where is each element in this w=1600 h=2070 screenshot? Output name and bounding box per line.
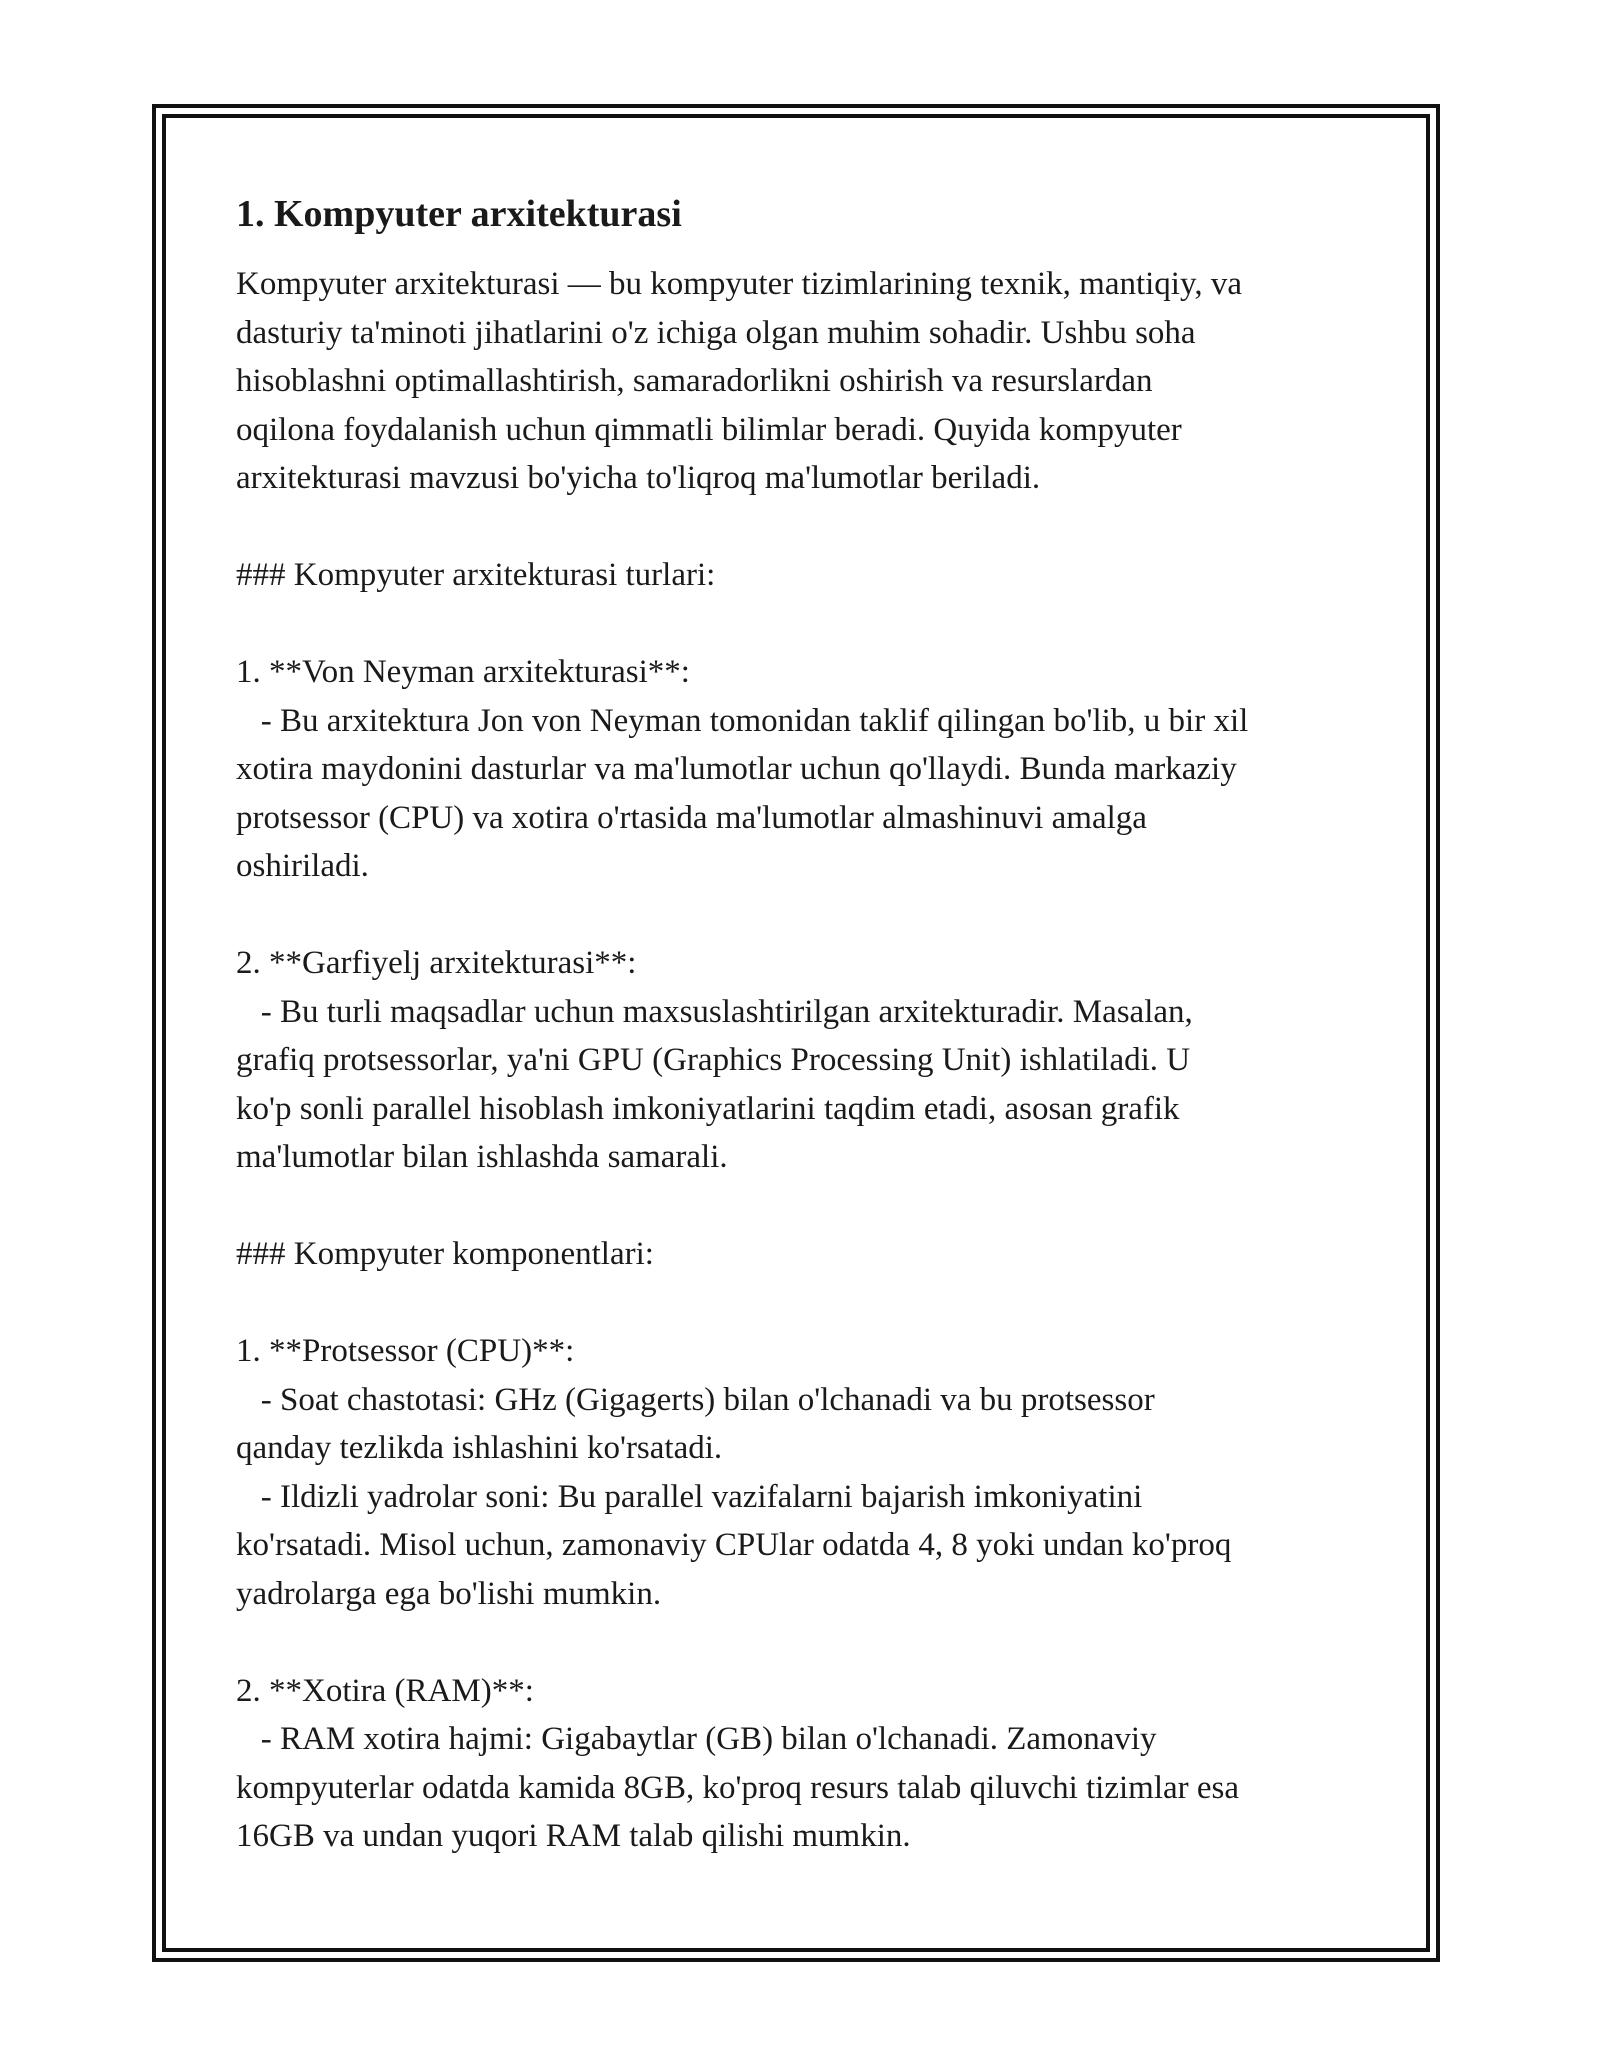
list-item-line: - Bu turli maqsadlar uchun maxsuslashtirilgan arxitekturadir. Masalan,: [236, 993, 1193, 1030]
list-item-line: qanday tezlikda ishlashini ko'rsatadi.: [236, 1430, 723, 1466]
intro-line: dasturiy ta'minoti jihatlarini o'z ichiga olgan muhim sohadir. Ushbu soha: [236, 314, 1196, 351]
list-item-line: 16GB va undan yuqori RAM talab qilishi mumkin.: [236, 1818, 911, 1854]
intro-line: hisoblashni optimallashtirish, samaradorlikni oshirish va resurslardan: [236, 363, 1153, 399]
intro-line: oqilona foydalanish uchun qimmatli bilimlar beradi. Quyida kompyuter: [236, 411, 1182, 448]
blank-line: [236, 1618, 1366, 1667]
list-item-line: protsessor (CPU) va xotira o'rtasida ma'lumotlar almashinuvi amalga: [236, 799, 1147, 836]
section-heading-components: ### Kompyuter komponentlari:: [236, 1236, 654, 1272]
list-item-cpu: [236, 1327, 1366, 1618]
list-item-line: kompyuterlar odatda kamida 8GB, ko'proq resurs talab qiluvchi tizimlar esa: [236, 1769, 1240, 1806]
list-item-line: - Bu arxitektura Jon von Neyman tomonidan taklif qilingan bo'lib, u bir xil: [236, 702, 1249, 739]
list-item-heading: 2. **Xotira (RAM)**:: [236, 1672, 534, 1709]
list-item-heading: 2. **Garfiyelj arxitekturasi**:: [236, 945, 637, 981]
list-item-line: ko'rsatadi. Misol uchun, zamonaviy CPUlar odatda 4, 8 yoki undan ko'proq: [236, 1527, 1232, 1563]
blank-line: [236, 600, 1366, 649]
list-item-heading: 1. **Von Neyman arxitekturasi**:: [236, 654, 690, 690]
document-title: 1. Kompyuter arxitekturasi: [236, 193, 682, 235]
intro-paragraph: [236, 260, 1366, 503]
list-item-line: - Soat chastotasi: GHz (Gigagerts) bilan o'lchanadi va bu protsessor: [236, 1381, 1155, 1418]
section-heading-types: ### Kompyuter arxitekturasi turlari:: [236, 557, 716, 593]
list-item-von-neumann: [236, 648, 1366, 891]
list-item-garfiyelj: [236, 939, 1366, 1182]
intro-line: Kompyuter arxitekturasi — bu kompyuter tizimlarining texnik, mantiqiy, va: [236, 266, 1242, 302]
list-item-line: xotira maydonini dasturlar va ma'lumotlar uchun qo'llaydi. Bunda markaziy: [236, 751, 1237, 787]
blank-line: [236, 503, 1366, 552]
list-item-heading: 1. **Protsessor (CPU)**:: [236, 1333, 575, 1369]
list-item-line: yadrolarga ega bo'lishi mumkin.: [236, 1575, 662, 1612]
list-item-line: grafiq protsessorlar, ya'ni GPU (Graphics Processing Unit) ishlatiladi. U: [236, 1042, 1191, 1078]
list-item-line: ma'lumotlar bilan ishlashda samarali.: [236, 1139, 728, 1175]
blank-line: [236, 1279, 1366, 1328]
list-item-line: ko'p sonli parallel hisoblash imkoniyatlarini taqdim etadi, asosan grafik: [236, 1090, 1180, 1127]
list-item-line: - RAM xotira hajmi: Gigabaytlar (GB) bilan o'lchanadi. Zamonaviy: [236, 1721, 1157, 1757]
list-item-line: oshiriladi.: [236, 848, 369, 884]
list-item-line: - Ildizli yadrolar soni: Bu parallel vazifalarni bajarish imkoniyatini: [236, 1478, 1143, 1515]
blank-line: [236, 1182, 1366, 1231]
document-body: [236, 190, 1366, 1861]
list-item-ram: [236, 1667, 1366, 1861]
intro-line: arxitekturasi mavzusi bo'yicha to'liqroq ma'lumotlar beriladi.: [236, 460, 1041, 496]
blank-line: [236, 891, 1366, 940]
